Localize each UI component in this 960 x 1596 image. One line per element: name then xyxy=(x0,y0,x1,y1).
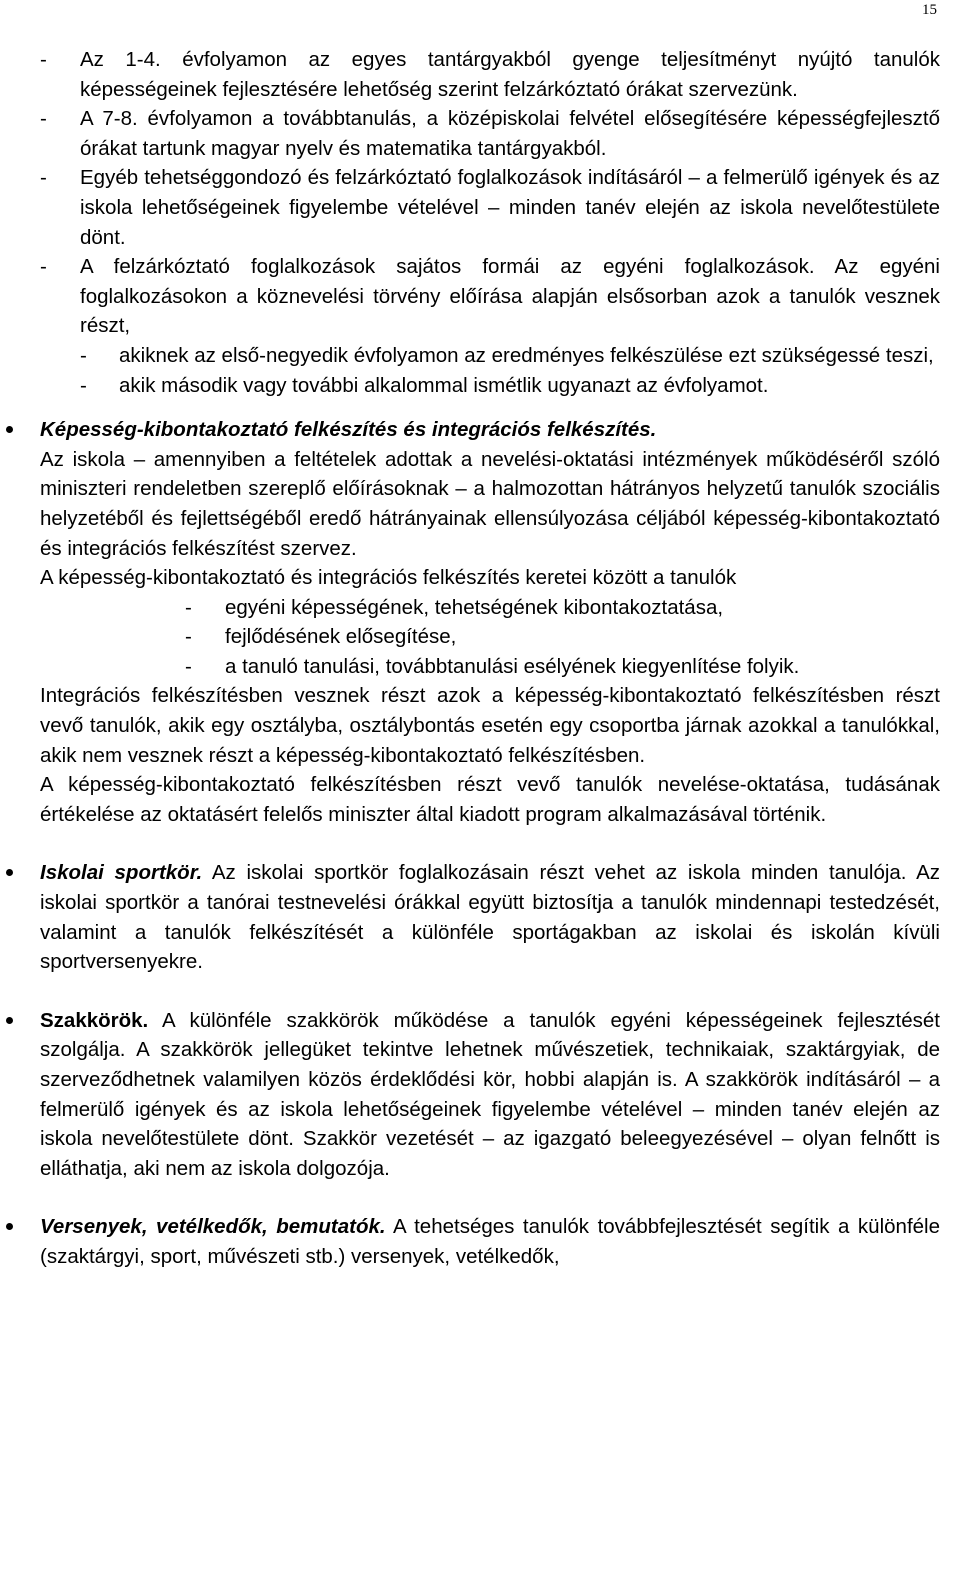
section-text: A különféle szakkörök működése a tanulók egyéni képességeinek fejlesztését szolgálja. A szakkörök jellegüket tekintve lehetnek művészetiek, technikaiak, szaktárgyiak, de szerveződhetnek valamilyen közös érdeklődési kör, hobbi alapján is. A szakkörök indításáról – a felmerülő igények és az iskola lehetőségeinek figyelembe vételével – minden tanév elején az iskola nevelőtestülete dönt. Szakkör vezetését – az igazgató beleegyezésével – olyan felnőtt is elláthatja, aki nem az iskola dolgozója. xyxy=(40,1008,940,1180)
sub-list-item xyxy=(80,341,940,371)
dash-marker: - xyxy=(185,654,192,678)
list-item-text: A felzárkóztató foglalkozások sajátos formái az egyéni foglalkozások. Az egyéni foglalkozásokon a köznevelési törvény előírása alapján elsősorban azok a tanulók vesznek részt, xyxy=(80,255,940,338)
dash-marker: - xyxy=(80,373,87,397)
paragraph: A képesség-kibontakoztató és integrációs felkészítés keretei között a tanulók xyxy=(40,566,737,590)
section-kepesseg xyxy=(40,415,940,829)
dash-marker: - xyxy=(40,48,47,71)
dash-marker: - xyxy=(40,166,47,190)
sub-list-item-text: akik második vagy további alkalommal ismétlik ugyanazt az évfolyamot. xyxy=(119,373,769,397)
list-item xyxy=(40,252,940,341)
dash-marker: - xyxy=(40,255,47,279)
paragraph: Integrációs felkészítésben vesznek részt azok a képesség-kibontakoztató felkészítésben részt vevő tanulók, akik egy osztályba, osztálybontás esetén egy csoportba járnak azokkal a tanulókkal, akik nem vesznek részt a képesség-kibontakoztató felkészítésben. xyxy=(40,684,940,767)
list-item xyxy=(40,45,940,104)
dash-marker: - xyxy=(185,625,192,649)
paragraph: Az iskola – amennyiben a feltételek adottak a nevelési-oktatási intézmények működéséről szóló miniszteri rendeletben szereplő előírásoknak – a halmozottan hátrányos helyzetű tanulók szociális helyzetéből és fejlettségéből eredő hátrányainak ellensúlyozása céljából képesség-kibontakoztató és integrációs felkészítést szervez. xyxy=(40,447,940,560)
sub-list-item xyxy=(80,371,940,401)
section-versenyek xyxy=(40,1212,940,1271)
list-item xyxy=(40,163,940,252)
section-title: Iskolai sportkör. xyxy=(40,861,203,885)
section-sportkor xyxy=(40,858,940,976)
dash-marker: - xyxy=(185,595,192,619)
sub-list-item-text: akiknek az első-negyedik évfolyamon az eredményes felkészülése ezt szükségessé teszi, xyxy=(119,343,934,367)
section-title: Versenyek, vetélkedők, bemutatók. xyxy=(40,1215,386,1239)
paragraph: A képesség-kibontakoztató felkészítésben részt vevő tanulók nevelése-oktatása, tudásának értékelése az oktatásért felelős miniszter által kiadott program alkalmazásával történik. xyxy=(40,773,940,826)
page-number: 15 xyxy=(922,2,937,18)
dash-marker: - xyxy=(40,107,47,131)
section-text: A tehetséges tanulók továbbfejlesztését segítik a különféle (szaktárgyi, sport, művészeti stb.) versenyek, vetélkedők, xyxy=(40,1215,940,1268)
list-item xyxy=(185,652,940,682)
list-item-text: egyéni képességének, tehetségének kibontakoztatása, xyxy=(225,595,724,619)
dash-marker: - xyxy=(80,343,87,367)
list-item-text: Egyéb tehetséggondozó és felzárkóztató foglalkozások indításáról – a felmerülő igények és az iskola lehetőségeinek figyelembe vételével – minden tanév elején az iskola nevelőtestülete dönt. xyxy=(80,166,940,249)
list-item xyxy=(185,593,940,623)
list-item-text: A 7-8. évfolyamon a továbbtanulás, a középiskolai felvétel elősegítésére képességfejlesztő órákat tartunk magyar nyelv és matematika tantárgyakból. xyxy=(80,107,940,160)
page-content xyxy=(40,45,940,1272)
list-item xyxy=(185,622,940,652)
section-title: Képesség-kibontakoztató felkészítés és integrációs felkészítés. xyxy=(40,418,657,442)
section-szakkor xyxy=(40,1006,940,1184)
list-item-text: Az 1-4. évfolyamon az egyes tantárgyakból gyenge teljesítményt nyújtó tanulók képességeinek fejlesztésére lehetőség szerint felzárkóztató órákat szervezünk. xyxy=(80,48,940,101)
section-text: Az iskolai sportkör foglalkozásain részt vehet az iskola minden tanulója. Az iskolai sportkör a tanórai testnevelési órákkal együtt biztosítja a tanulók mindennapi testedzését, valamint a tanulók felkészítését a különféle sportágakban az iskolai és iskolán kívüli sportversenyekre. xyxy=(40,861,940,974)
list-item-text: fejlődésének elősegítése, xyxy=(225,625,457,649)
list-item xyxy=(40,104,940,163)
section-title: Szakkörök. xyxy=(40,1008,149,1032)
list-item-text: a tanuló tanulási, továbbtanulási esélyének kiegyenlítése folyik. xyxy=(225,654,800,678)
